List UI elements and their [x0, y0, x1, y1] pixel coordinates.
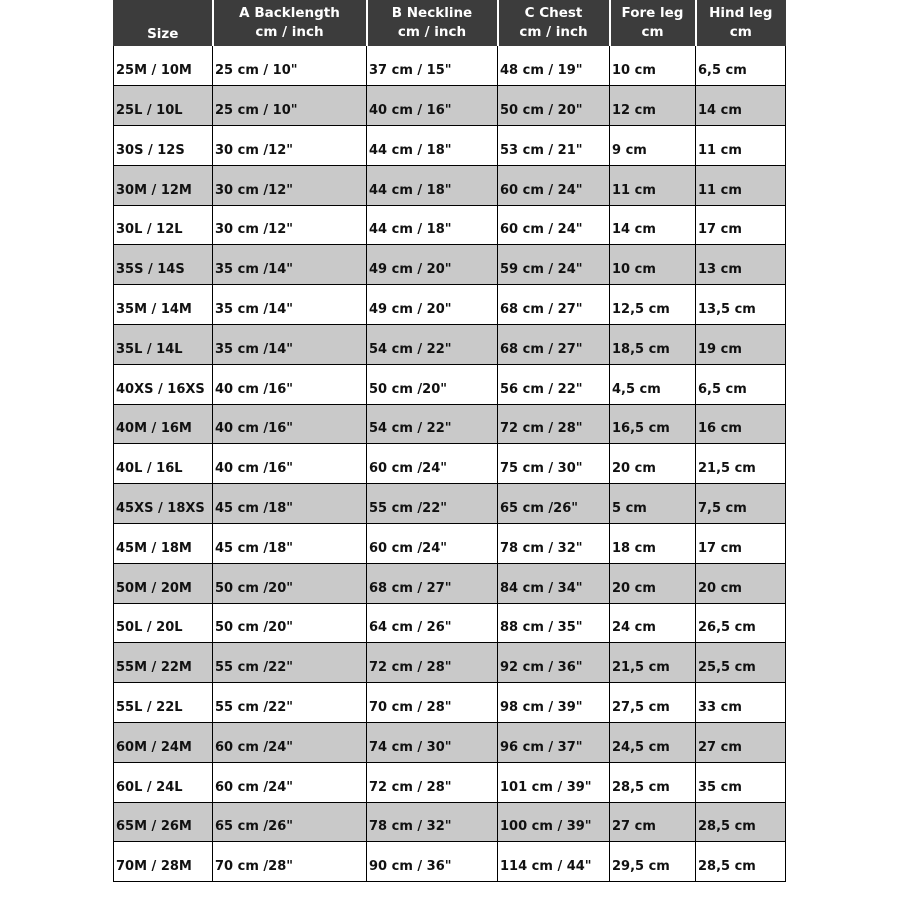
chest-cell: 100 cm / 39" — [498, 802, 610, 842]
size-cell: 35M / 14M — [114, 285, 213, 325]
chest-cell: 75 cm / 30" — [498, 444, 610, 484]
fore-leg-cell: 21,5 cm — [610, 643, 696, 683]
table-row — [114, 643, 786, 683]
table-row — [114, 484, 786, 524]
neckline-cell: 74 cm / 30" — [367, 723, 498, 763]
hind-leg-cell: 28,5 cm — [696, 802, 786, 842]
hind-leg-cell: 20 cm — [696, 563, 786, 603]
neckline-cell: 60 cm /24" — [367, 524, 498, 564]
backlength-cell: 55 cm /22" — [213, 643, 367, 683]
header-chest — [498, 0, 610, 46]
neckline-cell: 44 cm / 18" — [367, 126, 498, 166]
fore-leg-cell: 10 cm — [610, 245, 696, 285]
chest-cell: 88 cm / 35" — [498, 603, 610, 643]
neckline-cell: 60 cm /24" — [367, 444, 498, 484]
size-cell: 25M / 10M — [114, 46, 213, 86]
hind-leg-cell: 13,5 cm — [696, 285, 786, 325]
size-cell: 30L / 12L — [114, 205, 213, 245]
table-header — [114, 0, 786, 46]
neckline-cell: 49 cm / 20" — [367, 285, 498, 325]
hind-leg-cell: 28,5 cm — [696, 842, 786, 882]
size-cell: 25L / 10L — [114, 86, 213, 126]
hind-leg-cell: 25,5 cm — [696, 643, 786, 683]
fore-leg-cell: 5 cm — [610, 484, 696, 524]
neckline-cell: 72 cm / 28" — [367, 643, 498, 683]
backlength-cell: 30 cm /12" — [213, 165, 367, 205]
neckline-cell: 64 cm / 26" — [367, 603, 498, 643]
chest-cell: 65 cm /26" — [498, 484, 610, 524]
hind-leg-cell: 19 cm — [696, 325, 786, 365]
chest-cell: 114 cm / 44" — [498, 842, 610, 882]
header-size-line2: Size — [147, 26, 179, 42]
hind-leg-cell: 7,5 cm — [696, 484, 786, 524]
chest-cell: 53 cm / 21" — [498, 126, 610, 166]
hind-leg-cell: 26,5 cm — [696, 603, 786, 643]
chest-cell: 48 cm / 19" — [498, 46, 610, 86]
chest-cell: 59 cm / 24" — [498, 245, 610, 285]
chest-cell: 56 cm / 22" — [498, 364, 610, 404]
header-fore-leg — [610, 0, 696, 46]
table-row — [114, 683, 786, 723]
size-cell: 50M / 20M — [114, 563, 213, 603]
header-size — [114, 0, 213, 46]
hind-leg-cell: 13 cm — [696, 245, 786, 285]
fore-leg-cell: 24 cm — [610, 603, 696, 643]
neckline-cell: 54 cm / 22" — [367, 404, 498, 444]
backlength-cell: 70 cm /28" — [213, 842, 367, 882]
fore-leg-cell: 10 cm — [610, 46, 696, 86]
table-row — [114, 205, 786, 245]
hind-leg-cell: 11 cm — [696, 165, 786, 205]
fore-leg-cell: 14 cm — [610, 205, 696, 245]
table-row — [114, 762, 786, 802]
fore-leg-cell: 18 cm — [610, 524, 696, 564]
fore-leg-cell: 12,5 cm — [610, 285, 696, 325]
table-row — [114, 46, 786, 86]
fore-leg-cell: 28,5 cm — [610, 762, 696, 802]
fore-leg-cell: 12 cm — [610, 86, 696, 126]
backlength-cell: 45 cm /18" — [213, 484, 367, 524]
fore-leg-cell: 4,5 cm — [610, 364, 696, 404]
table-row — [114, 723, 786, 763]
chest-cell: 68 cm / 27" — [498, 285, 610, 325]
hind-leg-cell: 17 cm — [696, 524, 786, 564]
table-row — [114, 563, 786, 603]
neckline-cell: 54 cm / 22" — [367, 325, 498, 365]
table-row — [114, 524, 786, 564]
fore-leg-cell: 16,5 cm — [610, 404, 696, 444]
neckline-cell: 49 cm / 20" — [367, 245, 498, 285]
hind-leg-cell: 17 cm — [696, 205, 786, 245]
backlength-cell: 40 cm /16" — [213, 444, 367, 484]
header-backlength-line2: cm / inch — [255, 24, 324, 40]
size-cell: 55L / 22L — [114, 683, 213, 723]
fore-leg-cell: 18,5 cm — [610, 325, 696, 365]
neckline-cell: 90 cm / 36" — [367, 842, 498, 882]
size-cell: 50L / 20L — [114, 603, 213, 643]
header-backlength — [213, 0, 367, 46]
table-row — [114, 126, 786, 166]
table-row — [114, 842, 786, 882]
table-row — [114, 86, 786, 126]
fore-leg-cell: 27,5 cm — [610, 683, 696, 723]
hind-leg-cell: 27 cm — [696, 723, 786, 763]
backlength-cell: 60 cm /24" — [213, 723, 367, 763]
table-row — [114, 444, 786, 484]
chest-cell: 92 cm / 36" — [498, 643, 610, 683]
table-row — [114, 165, 786, 205]
hind-leg-cell: 21,5 cm — [696, 444, 786, 484]
size-cell: 70M / 28M — [114, 842, 213, 882]
header-fore-leg-line2: cm — [641, 24, 664, 40]
size-cell: 35S / 14S — [114, 245, 213, 285]
table-row — [114, 603, 786, 643]
header-fore-leg-line1: Fore leg — [621, 5, 684, 21]
header-row — [114, 0, 786, 46]
fore-leg-cell: 11 cm — [610, 165, 696, 205]
hind-leg-cell: 35 cm — [696, 762, 786, 802]
header-hind-leg-line1: Hind leg — [709, 5, 773, 21]
size-cell: 45M / 18M — [114, 524, 213, 564]
neckline-cell: 40 cm / 16" — [367, 86, 498, 126]
chest-cell: 68 cm / 27" — [498, 325, 610, 365]
neckline-cell: 78 cm / 32" — [367, 802, 498, 842]
neckline-cell: 68 cm / 27" — [367, 563, 498, 603]
backlength-cell: 25 cm / 10" — [213, 46, 367, 86]
chest-cell: 60 cm / 24" — [498, 165, 610, 205]
neckline-cell: 37 cm / 15" — [367, 46, 498, 86]
header-backlength-line1: A Backlength — [239, 5, 340, 21]
neckline-cell: 50 cm /20" — [367, 364, 498, 404]
backlength-cell: 25 cm / 10" — [213, 86, 367, 126]
header-neckline-line1: B Neckline — [391, 5, 473, 21]
hind-leg-cell: 6,5 cm — [696, 364, 786, 404]
backlength-cell: 45 cm /18" — [213, 524, 367, 564]
size-table — [113, 0, 786, 882]
fore-leg-cell: 9 cm — [610, 126, 696, 166]
neckline-cell: 70 cm / 28" — [367, 683, 498, 723]
header-neckline — [367, 0, 498, 46]
neckline-cell: 44 cm / 18" — [367, 205, 498, 245]
size-cell: 45XS / 18XS — [114, 484, 213, 524]
backlength-cell: 35 cm /14" — [213, 285, 367, 325]
hind-leg-cell: 6,5 cm — [696, 46, 786, 86]
backlength-cell: 50 cm /20" — [213, 563, 367, 603]
header-hind-leg — [696, 0, 786, 46]
size-cell: 30S / 12S — [114, 126, 213, 166]
hind-leg-cell: 33 cm — [696, 683, 786, 723]
size-cell: 40M / 16M — [114, 404, 213, 444]
fore-leg-cell: 24,5 cm — [610, 723, 696, 763]
backlength-cell: 50 cm /20" — [213, 603, 367, 643]
neckline-cell: 44 cm / 18" — [367, 165, 498, 205]
table-row — [114, 802, 786, 842]
chest-cell: 60 cm / 24" — [498, 205, 610, 245]
size-cell: 60L / 24L — [114, 762, 213, 802]
chest-cell: 96 cm / 37" — [498, 723, 610, 763]
table-row — [114, 404, 786, 444]
size-cell: 55M / 22M — [114, 643, 213, 683]
header-chest-line1: C Chest — [524, 5, 583, 21]
table-row — [114, 245, 786, 285]
size-cell: 35L / 14L — [114, 325, 213, 365]
header-chest-line2: cm / inch — [519, 24, 588, 40]
neckline-cell: 55 cm /22" — [367, 484, 498, 524]
size-cell: 65M / 26M — [114, 802, 213, 842]
size-chart — [113, 0, 785, 882]
header-hind-leg-line2: cm — [729, 24, 752, 40]
backlength-cell: 30 cm /12" — [213, 205, 367, 245]
fore-leg-cell: 20 cm — [610, 563, 696, 603]
table-body — [114, 46, 786, 882]
fore-leg-cell: 20 cm — [610, 444, 696, 484]
size-cell: 40XS / 16XS — [114, 364, 213, 404]
chest-cell: 78 cm / 32" — [498, 524, 610, 564]
hind-leg-cell: 14 cm — [696, 86, 786, 126]
size-cell: 60M / 24M — [114, 723, 213, 763]
fore-leg-cell: 27 cm — [610, 802, 696, 842]
table-row — [114, 364, 786, 404]
fore-leg-cell: 29,5 cm — [610, 842, 696, 882]
neckline-cell: 72 cm / 28" — [367, 762, 498, 802]
chest-cell: 101 cm / 39" — [498, 762, 610, 802]
backlength-cell: 65 cm /26" — [213, 802, 367, 842]
chest-cell: 72 cm / 28" — [498, 404, 610, 444]
backlength-cell: 40 cm /16" — [213, 364, 367, 404]
backlength-cell: 40 cm /16" — [213, 404, 367, 444]
chest-cell: 98 cm / 39" — [498, 683, 610, 723]
backlength-cell: 60 cm /24" — [213, 762, 367, 802]
hind-leg-cell: 16 cm — [696, 404, 786, 444]
backlength-cell: 35 cm /14" — [213, 245, 367, 285]
size-cell: 40L / 16L — [114, 444, 213, 484]
backlength-cell: 30 cm /12" — [213, 126, 367, 166]
table-row — [114, 325, 786, 365]
chest-cell: 84 cm / 34" — [498, 563, 610, 603]
hind-leg-cell: 11 cm — [696, 126, 786, 166]
header-neckline-line2: cm / inch — [397, 24, 467, 40]
size-cell: 30M / 12M — [114, 165, 213, 205]
chest-cell: 50 cm / 20" — [498, 86, 610, 126]
backlength-cell: 55 cm /22" — [213, 683, 367, 723]
table-row — [114, 285, 786, 325]
backlength-cell: 35 cm /14" — [213, 325, 367, 365]
